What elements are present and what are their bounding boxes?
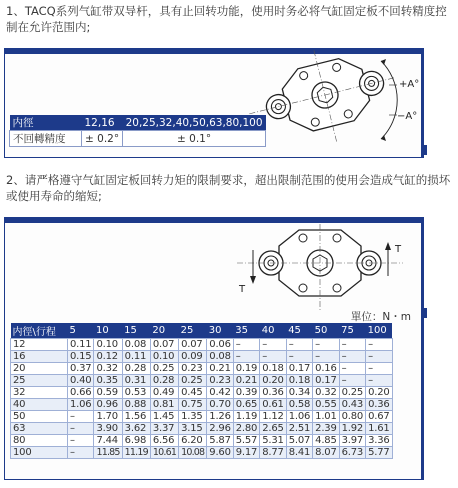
torque-cell: 1.06 xyxy=(286,411,312,423)
header-cell-stroke: 35 xyxy=(233,323,259,339)
header-cell-stroke: 75 xyxy=(339,323,365,339)
bore-cell: 63 xyxy=(11,423,68,435)
torque-cell: 0.37 xyxy=(68,363,94,375)
torque-cell: 1.26 xyxy=(207,411,233,423)
table-header-row xyxy=(10,115,266,131)
bore-cell: 50 xyxy=(11,411,68,423)
torque-cell: – xyxy=(68,435,94,447)
non-rotation-accuracy-table xyxy=(9,115,266,147)
torque-cell: 1.19 xyxy=(233,411,259,423)
torque-cell: – xyxy=(233,351,259,363)
torque-cell: 0.19 xyxy=(233,363,259,375)
torque-cell: 0.43 xyxy=(339,399,365,411)
torque-cell: 0.15 xyxy=(68,351,94,363)
torque-cell: 9.60 xyxy=(207,447,233,459)
torque-cell: 0.59 xyxy=(94,387,122,399)
accuracy-large: ± 0.1° xyxy=(123,131,266,147)
torque-cell: 2.96 xyxy=(207,423,233,435)
table-row xyxy=(11,399,393,411)
torque-cell: – xyxy=(260,351,286,363)
torque-cell: 2.51 xyxy=(286,423,312,435)
torque-cell: 3.15 xyxy=(179,423,207,435)
table-row xyxy=(10,131,266,147)
torque-cell: 10.08 xyxy=(179,447,207,459)
torque-cell: 0.32 xyxy=(94,363,122,375)
header-cell-small: 12,16 xyxy=(82,115,123,131)
torque-cell: 0.34 xyxy=(286,387,312,399)
table-row xyxy=(11,351,393,363)
torque-cell: 1.01 xyxy=(313,411,339,423)
torque-cell: 0.20 xyxy=(366,387,392,399)
torque-cell: 3.97 xyxy=(339,435,365,447)
torque-cell: 4.85 xyxy=(313,435,339,447)
torque-cell: – xyxy=(366,375,392,387)
torque-cell: 0.28 xyxy=(150,375,178,387)
torque-cell: 0.65 xyxy=(233,399,259,411)
plus-angle-label: +A° xyxy=(399,79,420,90)
torque-cell: 0.32 xyxy=(313,387,339,399)
torque-label-right: T xyxy=(395,244,402,255)
torque-cell: 0.25 xyxy=(179,375,207,387)
torque-cell: – xyxy=(313,351,339,363)
torque-cell: 5.77 xyxy=(366,447,392,459)
torque-cell: 11.19 xyxy=(122,447,150,459)
torque-cell: 8.77 xyxy=(260,447,286,459)
torque-cell: 0.18 xyxy=(260,363,286,375)
torque-cell: 0.18 xyxy=(286,375,312,387)
table-body xyxy=(11,339,393,459)
torque-cell: 1.56 xyxy=(122,411,150,423)
torque-cell: 3.37 xyxy=(150,423,178,435)
torque-cell: 0.08 xyxy=(207,351,233,363)
torque-cell: 0.08 xyxy=(122,339,150,351)
torque-cell: 6.73 xyxy=(339,447,365,459)
torque-cell: 5.31 xyxy=(260,435,286,447)
torque-cell: 0.55 xyxy=(313,399,339,411)
torque-cell: 5.57 xyxy=(233,435,259,447)
torque-cell: 0.17 xyxy=(286,363,312,375)
torque-cell: 0.58 xyxy=(286,399,312,411)
torque-cell: 0.35 xyxy=(94,375,122,387)
panel-allowable-torque xyxy=(4,217,424,480)
torque-cell: 0.21 xyxy=(207,363,233,375)
torque-cell: 2.65 xyxy=(260,423,286,435)
table-row xyxy=(11,447,393,459)
torque-cell: 0.36 xyxy=(366,399,392,411)
torque-cell: 5.87 xyxy=(207,435,233,447)
torque-cell: 2.39 xyxy=(313,423,339,435)
table-row xyxy=(11,375,393,387)
torque-cell: 6.20 xyxy=(179,435,207,447)
torque-cell: – xyxy=(68,411,94,423)
note-torque-limit: 2、请严格遵守气缸固定板回转力矩的限制要求，超出限制范围的使用会造成气缸的损坏或使用寿命的缩短; xyxy=(6,173,451,203)
header-cell-stroke: 25 xyxy=(179,323,207,339)
panel-top-bar xyxy=(5,218,423,223)
torque-cell: 0.25 xyxy=(150,363,178,375)
torque-cell: 6.98 xyxy=(122,435,150,447)
header-cell-stroke: 45 xyxy=(286,323,312,339)
header-cell-large: 20,25,32,40,50,63,80,100 xyxy=(123,115,266,131)
torque-cell: – xyxy=(286,351,312,363)
bore-cell: 40 xyxy=(11,399,68,411)
torque-cell: 10.61 xyxy=(150,447,178,459)
torque-cell: 0.16 xyxy=(313,363,339,375)
torque-cell: 9.17 xyxy=(233,447,259,459)
torque-cell: – xyxy=(339,363,365,375)
bore-cell: 32 xyxy=(11,387,68,399)
torque-cell: 8.07 xyxy=(313,447,339,459)
table-row xyxy=(11,423,393,435)
torque-cell: 7.44 xyxy=(94,435,122,447)
torque-cell: – xyxy=(366,363,392,375)
torque-cell: 8.41 xyxy=(286,447,312,459)
minus-angle-label: −A° xyxy=(397,111,418,122)
torque-cell: 1.61 xyxy=(366,423,392,435)
note-non-rotation: 1、TACQ系列气缸带双导杆，具有止回转功能，使用时务必将气缸固定板不回转精度控制在允许范围内; xyxy=(6,4,447,34)
torque-cell: 0.11 xyxy=(68,339,94,351)
torque-cell: 0.31 xyxy=(122,375,150,387)
torque-cell: 0.39 xyxy=(233,387,259,399)
torque-cell: 1.70 xyxy=(94,411,122,423)
panel-tick xyxy=(423,145,427,155)
table-row xyxy=(11,339,393,351)
header-cell-stroke: 40 xyxy=(260,323,286,339)
panel-non-rotation-accuracy xyxy=(4,48,424,158)
torque-cell: 0.96 xyxy=(94,399,122,411)
header-cell-bore: 内徑 xyxy=(10,115,82,131)
torque-cell: 3.90 xyxy=(94,423,122,435)
torque-cell: 0.70 xyxy=(207,399,233,411)
bore-cell: 25 xyxy=(11,375,68,387)
bore-cell: 16 xyxy=(11,351,68,363)
torque-cell: 1.12 xyxy=(260,411,286,423)
torque-cell: 11.85 xyxy=(94,447,122,459)
torque-cell: 0.75 xyxy=(179,399,207,411)
torque-cell: 0.36 xyxy=(260,387,286,399)
header-cell-stroke: 50 xyxy=(313,323,339,339)
panel-right-border xyxy=(421,218,423,479)
torque-cell: – xyxy=(339,339,365,351)
table-row xyxy=(11,363,393,375)
torque-cell: – xyxy=(339,351,365,363)
header-cell-stroke: 10 xyxy=(94,323,122,339)
header-cell-bore-stroke: 内徑\行程 xyxy=(11,323,68,339)
torque-cell: 0.12 xyxy=(94,351,122,363)
plate-rotation-diagram xyxy=(247,49,420,159)
torque-cell: 0.53 xyxy=(122,387,150,399)
table-row xyxy=(11,411,393,423)
row-label: 不回轉精度 xyxy=(10,131,82,147)
table-header-row xyxy=(11,323,393,339)
bore-cell: 12 xyxy=(11,339,68,351)
torque-cell: – xyxy=(313,339,339,351)
torque-cell: 0.88 xyxy=(122,399,150,411)
torque-cell: 0.23 xyxy=(207,375,233,387)
unit-label: 單位：N・m xyxy=(350,311,411,323)
bore-cell: 20 xyxy=(11,363,68,375)
torque-label-left: T xyxy=(239,284,246,295)
torque-cell: – xyxy=(366,351,392,363)
torque-cell: 0.49 xyxy=(150,387,178,399)
torque-cell: 0.67 xyxy=(366,411,392,423)
torque-cell: 0.42 xyxy=(207,387,233,399)
torque-cell: 0.21 xyxy=(233,375,259,387)
torque-cell: 0.06 xyxy=(207,339,233,351)
torque-cell: 0.81 xyxy=(150,399,178,411)
header-cell-stroke: 30 xyxy=(207,323,233,339)
torque-cell: 6.56 xyxy=(150,435,178,447)
torque-cell: 0.07 xyxy=(179,339,207,351)
torque-cell: – xyxy=(260,339,286,351)
torque-cell: – xyxy=(233,339,259,351)
bore-cell: 100 xyxy=(11,447,68,459)
torque-cell: 5.07 xyxy=(286,435,312,447)
header-cell-stroke: 20 xyxy=(150,323,178,339)
bore-cell: 80 xyxy=(11,435,68,447)
torque-cell: 0.40 xyxy=(68,375,94,387)
torque-cell: 0.28 xyxy=(122,363,150,375)
torque-cell: 0.07 xyxy=(150,339,178,351)
torque-cell: – xyxy=(366,339,392,351)
torque-cell: 3.62 xyxy=(122,423,150,435)
torque-cell: 0.10 xyxy=(150,351,178,363)
header-cell-stroke: 5 xyxy=(68,323,94,339)
torque-cell: 1.92 xyxy=(339,423,365,435)
header-cell-stroke: 100 xyxy=(366,323,392,339)
table-row xyxy=(11,387,393,399)
torque-cell: 0.20 xyxy=(260,375,286,387)
torque-cell: 0.17 xyxy=(313,375,339,387)
torque-cell: 0.10 xyxy=(94,339,122,351)
torque-cell: 3.36 xyxy=(366,435,392,447)
plate-torque-diagram xyxy=(237,224,407,319)
torque-cell: 1.45 xyxy=(150,411,178,423)
torque-cell: 2.80 xyxy=(233,423,259,435)
torque-cell: 0.45 xyxy=(179,387,207,399)
torque-cell: – xyxy=(68,423,94,435)
torque-cell: 0.80 xyxy=(339,411,365,423)
torque-cell: – xyxy=(68,447,94,459)
table-row xyxy=(11,435,393,447)
torque-cell: 0.61 xyxy=(260,399,286,411)
panel-tick xyxy=(423,308,427,318)
torque-cell: 0.11 xyxy=(122,351,150,363)
torque-cell: 1.06 xyxy=(68,399,94,411)
torque-cell: 0.66 xyxy=(68,387,94,399)
torque-cell: – xyxy=(286,339,312,351)
torque-cell: – xyxy=(339,375,365,387)
torque-cell: 0.25 xyxy=(339,387,365,399)
header-cell-stroke: 15 xyxy=(122,323,150,339)
torque-cell: 1.35 xyxy=(179,411,207,423)
allowable-torque-table xyxy=(10,323,393,459)
torque-cell: 0.23 xyxy=(179,363,207,375)
accuracy-small: ± 0.2° xyxy=(82,131,123,147)
panel-right-border xyxy=(421,49,423,157)
torque-cell: 0.09 xyxy=(179,351,207,363)
